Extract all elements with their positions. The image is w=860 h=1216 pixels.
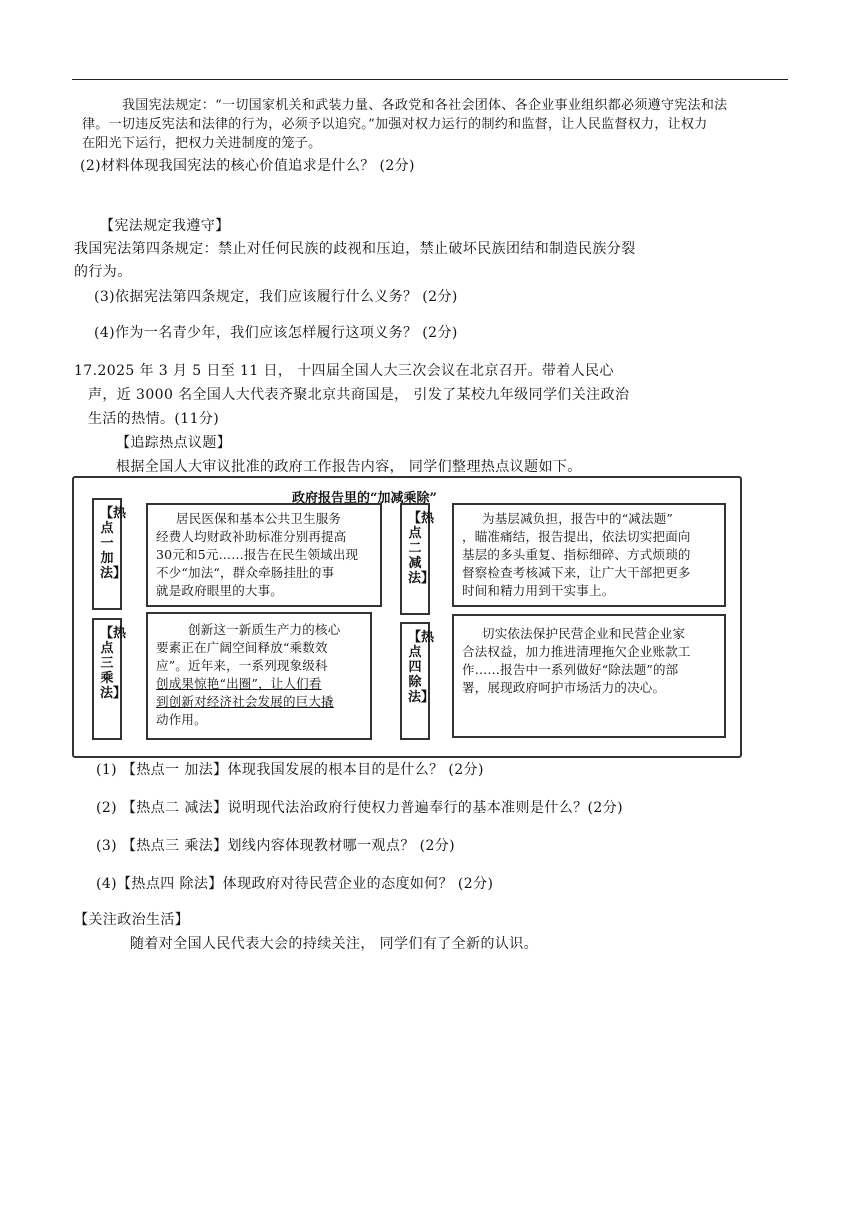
hot1-line-5: 就是政府眼里的大事。 xyxy=(156,583,284,598)
hot1-line-3: 30元和5元……报告在民生领域出现 xyxy=(156,547,359,562)
hot3-line-6: 动作用。 xyxy=(156,712,207,727)
section-title-political-life: 【关注政治生活】 xyxy=(74,912,190,928)
hot3-line-4-underlined: 创成果惊艳“出圈”，让人们看 xyxy=(156,676,322,691)
hot1-line-2: 经费人均财政补助标准分别再提高 xyxy=(156,529,347,544)
article4-line-2: 的行为。 xyxy=(74,264,132,280)
hot4-line-4: 署，展现政府呵护市场活力的决心。 xyxy=(462,680,666,695)
intro-line-2: 律。一切违反宪法和法律的行为，必须予以追究。”加强对权力运行的制约和监督，让人民监督权力，让权力 xyxy=(82,117,708,132)
hot1-line-1: 居民医保和基本公共卫生服务 xyxy=(176,511,342,526)
hot4-line-3: 作……报告中一系列做好“除法题”的部 xyxy=(462,662,679,677)
question-17-line-2: 声，近 3000 名全国人大代表齐聚北京共商国是， 引发了某校九年级同学们关注政治 xyxy=(88,387,630,403)
section-title-hot-topics: 【追踪热点议题】 xyxy=(116,435,232,451)
hot4-line-1: 切实依法保护民营企业和民营企业家 xyxy=(482,626,686,641)
hot3-box xyxy=(146,612,372,740)
intro-line-1: 我国宪法规定：“一切国家机关和武装力量、各政党和各社会团体、各企业事业组织都必须遵守宪法和法 xyxy=(122,98,728,113)
section-title-constitution: 【宪法规定我遵守】 xyxy=(100,218,230,234)
sub-question-2: (2) 【热点二 减法】说明现代法治政府行使权力普遍奉行的基本准则是什么？(2分) xyxy=(96,800,623,816)
question-4: (4)作为一名青少年，我们应该怎样履行这项义务？ (2分) xyxy=(94,325,458,341)
political-life-intro: 随着对全国人民代表大会的持续关注， 同学们有了全新的认识。 xyxy=(130,936,539,952)
figure-title: 政府报告里的“加减乘除” xyxy=(292,491,437,506)
sub-question-3: (3) 【热点三 乘法】划线内容体现教材哪一观点？ (2分) xyxy=(96,838,456,854)
hot2-box xyxy=(452,503,726,607)
sub-question-4: (4)【热点四 除法】体现政府对待民营企业的态度如何？ (2分) xyxy=(96,876,494,892)
hot2-line-2: ，瞄准痛结，报告提出，依法切实把面向 xyxy=(462,529,691,544)
question-2: (2)材料体现我国宪法的核心价值追求是什么？ (2分) xyxy=(80,158,415,174)
article4-line-1: 我国宪法第四条规定：禁止对任何民族的歧视和压迫，禁止破坏民族团结和制造民族分裂 xyxy=(74,241,636,257)
hot3-line-1: 创新这一新质生产力的核心 xyxy=(188,622,341,637)
intro-line-3: 在阳光下运行，把权力关进制度的笼子。 xyxy=(82,136,322,151)
sub-question-1: (1) 【热点一 加法】体现我国发展的根本目的是什么？ (2分) xyxy=(96,762,484,778)
question-3: (3)依据宪法第四条规定，我们应该履行什么义务？ (2分) xyxy=(94,289,458,305)
hot3-side-label xyxy=(92,618,127,740)
hot1-side-label xyxy=(92,498,127,610)
hot4-side-label xyxy=(400,622,435,740)
hot3-line-5-underlined: 到创新对经济社会发展的巨大撬 xyxy=(156,694,334,709)
question-17-line-3: 生活的热情。(11分) xyxy=(88,411,220,427)
hot2-line-1: 为基层减负担，报告中的“减法题” xyxy=(482,511,673,526)
hot4-line-2: 合法权益，加力推进清理拖欠企业账款工 xyxy=(462,644,691,659)
hot-topics-intro: 根据全国人大审议批准的政府工作报告内容， 同学们整理热点议题如下。 xyxy=(116,459,582,475)
hot2-line-3: 基层的多头重复、指标细碎、方式烦琐的 xyxy=(462,547,691,562)
hot4-side-label-text: 【热点四 除法】 xyxy=(408,630,435,705)
hot3-line-3: 应”。近年来，一系列现象级科 xyxy=(156,658,328,673)
question-17-line-1: 17.2025 年 3 月 5 日至 11 日， 十四届全国人大三次会议在北京召开。带着人民心 xyxy=(74,363,614,379)
hot4-box xyxy=(452,614,726,738)
hot2-side-label xyxy=(400,503,435,615)
hot3-side-label-text: 【热点三 乘法】 xyxy=(100,626,127,701)
hot1-line-4: 不少“加法“，群众牵肠挂肚的事 xyxy=(156,565,335,580)
hot1-box xyxy=(146,503,382,607)
hot3-line-2: 要素正在广阔空间释放“乘数效 xyxy=(156,640,328,655)
hot2-line-5: 时间和精力用到干实事上。 xyxy=(462,583,615,598)
hot2-line-4: 督察检查考核减下来，让广大干部把更多 xyxy=(462,565,691,580)
top-rule xyxy=(72,79,788,80)
hot1-side-label-text: 【热点一 加法】 xyxy=(100,506,127,581)
hot2-side-label-text: 【热点二 减法】 xyxy=(408,511,435,586)
